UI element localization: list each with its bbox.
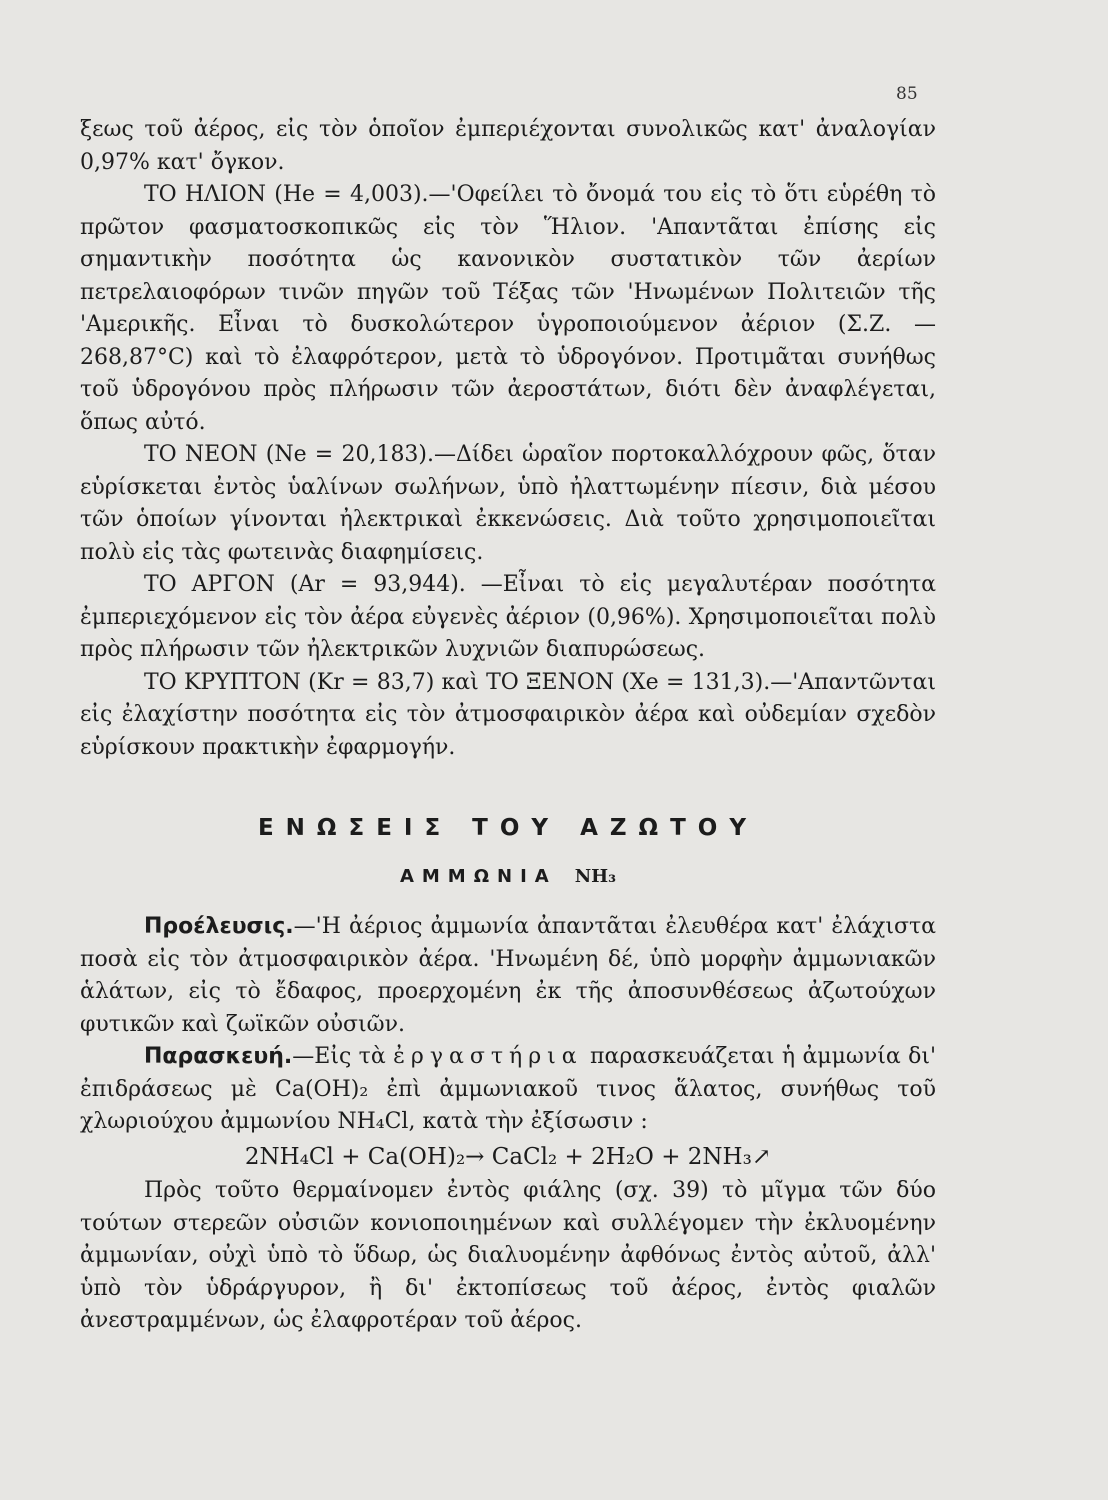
helium-text: —'Οφείλει τὸ ὄνομά του εἰς τὸ ὅτι εὑρέθη τὸ πρῶτον φασματοσκοπικῶς εἰς τὸν Ἥλιον. 'Απαντᾶται ἐπίσης εἰς σημαντικὴν ποσότητα ὡς κανονικὸν συστατικὸν τῶν ἀερίων πετρελαιοφόρων τινῶν πηγῶν τοῦ Τέξας τῶν 'Ηνωμένων Πολιτειῶν τῆς 'Αμερικῆς. Εἶναι τὸ δυσκολώτερον ὑγροποιούμενον ἀέριον (Σ.Ζ. —268,87°C) καὶ τὸ ἐλαφρότερον, μετὰ τὸ ὑδρογόνον. Προτιμᾶται συνήθως τοῦ ὑδρογόνου πρὸς πλήρωσιν τῶν ἀεροστάτων, διότι δὲν ἀναφλέγεται, ὅπως αὐτό.: [80, 182, 936, 435]
section-heading: ΕΝΩΣΕΙΣ ΤΟΥ ΑΖΩΤΟΥ: [257, 815, 759, 841]
helium-title: ΤΟ ΗΛΙΟΝ (He = 4,003).: [144, 182, 429, 207]
paragraph-argon: [80, 569, 936, 667]
paragraph-neon: [80, 439, 936, 569]
argon-title: ΤΟ ΑΡΓΟΝ (Ar = 93,944).: [144, 572, 466, 597]
paragraph-continuation: ξεως τοῦ ἀέρος, εἰς τὸν ὁποῖον ἐμπεριέχονται συνολικῶς κατ' ἀναλογίαν 0,97% κατ' ὄγκον.: [80, 117, 936, 175]
paragraph-helium: [80, 179, 936, 439]
paragraph-preparation: [80, 1041, 936, 1139]
subsection-heading: [80, 861, 936, 894]
krypton-xenon-title: ΤΟ ΚΡΥΠΤΟΝ (Kr = 83,7) καὶ ΤΟ ΞΕΝΟΝ (Xe = 131,3).: [144, 669, 771, 695]
preparation-text-b: παρασκευάζεται ἡ ἀμμωνία δι' ἐπιδράσεως μὲ Ca(OH)₂ ἐπὶ ἀμμωνιακοῦ τινος ἅλατος, συνήθως τοῦ χλωριούχου ἀμμωνίου NH₄Cl, κατὰ τὴν ἐξίσωσιν :: [80, 1044, 936, 1134]
argon-text: —Εἶναι τὸ εἰς μεγαλυτέραν ποσότητα ἐμπεριεχόμενον εἰς τὸν ἀέρα εὐγενὲς ἀέριον (0,96%). Χρησιμοποιεῖται πολὺ πρὸς πλήρωσιν τῶν ἠλεκτρικῶν λυχνιῶν διαπυρώσεως.: [80, 572, 936, 662]
page-body: [80, 114, 936, 1338]
preparation-text-a: —Εἰς τὰ: [292, 1044, 394, 1069]
subsection-title: ΑΜΜΩΝΙΑ: [399, 865, 557, 887]
origin-text: —'Η ἀέριος ἀμμωνία ἀπαντᾶται ἐλευθέρα κατ' ἐλάχιστα ποσὰ εἰς τὸν ἀτμοσφαιρικὸν ἀέρα. 'Ηνωμένη δέ, ὑπὸ μορφὴν ἀμμωνιακῶν ἁλάτων, εἰς τὸ ἔδαφος, προερχομένη ἐκ τῆς ἀποσυνθέσεως ἀζωτούχων φυτικῶν καὶ ζωϊκῶν οὐσιῶν.: [80, 914, 936, 1037]
preparation-spaced-word: ἐργαστήρια: [393, 1044, 583, 1069]
origin-term: Προέλευσις.: [144, 914, 294, 939]
chemical-equation: 2NH₄Cl + Ca(OH)₂→ CaCl₂ + 2H₂O + 2NH₃↗: [244, 1143, 772, 1170]
paragraph-krypton-xenon: [80, 667, 936, 765]
page-number: 85: [896, 84, 918, 104]
neon-title: ΤΟ ΝΕΟΝ (Ne = 20,183).: [144, 442, 435, 467]
paragraph-closing: Πρὸς τοῦτο θερμαίνομεν ἐντὸς φιάλης (σχ. 39) τὸ μῖγμα τῶν δύο τούτων στερεῶν οὐσιῶν κονιοποιημένων καὶ συλλέγομεν τὴν ἐκλυομένην ἀμμωνίαν, οὐχὶ ὑπὸ τὸ ὕδωρ, ὡς διαλυομένην ἀφθόνως ἐντὸς αὐτοῦ, ἀλλ' ὑπὸ τὸν ὑδράργυρον, ἢ δι' ἐκτοπίσεως τοῦ ἀέρος, ἐντὸς φιαλῶν ἀνεστραμμένων, ὡς ἐλαφροτέραν τοῦ ἀέρος.: [80, 1178, 936, 1333]
preparation-term: Παρασκευή.: [144, 1044, 293, 1069]
neon-text: —Δίδει ὡραῖον πορτοκαλλόχρουν φῶς, ὅταν εὑρίσκεται ἐντὸς ὑαλίνων σωλήνων, ὑπὸ ἠλαττωμένην πίεσιν, διὰ μέσου τῶν ὁποίων γίνονται ἠλεκτρικαὶ ἐκκενώσεις. Διὰ τοῦτο χρησιμοποιεῖται πολὺ εἰς τὰς φωτεινὰς διαφημίσεις.: [80, 442, 936, 565]
krypton-xenon-text: —'Απαντῶνται εἰς ἐλαχίστην ποσότητα εἰς τὸν ἀτμοσφαιρικὸν ἀέρα καὶ οὐδεμίαν σχεδὸν εὑρίσκουν πρακτικὴν ἐφαρμογήν.: [80, 669, 936, 760]
paragraph-origin: [80, 911, 936, 1041]
subsection-formula: NH₃: [574, 865, 617, 887]
